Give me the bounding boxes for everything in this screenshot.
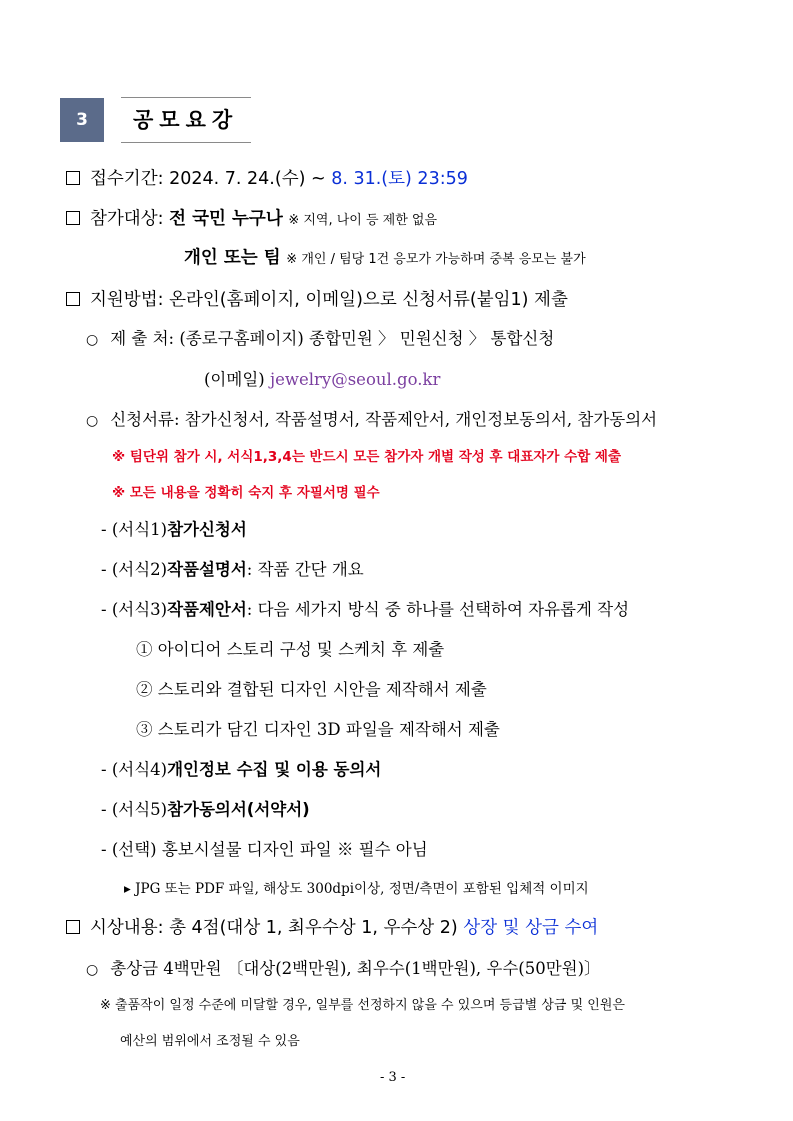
form3-option-2: ② 스토리와 결합된 디자인 시안을 제작해서 제출 [136,680,487,699]
form4-name: 개인정보 수집 및 이용 동의서 [167,760,382,779]
section-title: 공모요강 [133,108,239,132]
target-label: 참가대상: [90,209,164,229]
award-heading: 시상내용: 총 4점(대상 1, 최우수상 1, 우수상 2) [90,918,464,938]
email-label: (이메일) [204,370,265,389]
warning-signature: ※ 모든 내용을 정확히 숙지 후 자필서명 필수 [112,485,380,501]
form1-name: 참가신청서 [167,520,247,539]
optional-row: - (선택) 홍보시설물 디자인 파일 ※ 필수 아님 [101,840,428,859]
form5-prefix: - (서식5) [101,800,168,819]
circle-bullet-icon: ○ [86,332,99,348]
award-total-row [86,955,601,979]
period-label: 접수기간: [90,169,164,189]
method-heading: 지원방법: 온라인(홈페이지, 이메일)으로 신청서류(붙임1) 제출 [90,290,568,310]
award-heading-highlight: 상장 및 상금 수여 [463,918,599,938]
email-link[interactable]: jewelry@seoul.go.kr [269,370,441,389]
target-main: 전 국민 누구나 [169,209,283,229]
award-total: 총상금 4백만원 〔대상(2백만원), 최우수(1백만원), 우수(50만원)〕 [110,959,601,978]
form2-prefix: - (서식2) [101,560,168,579]
period-end: 8. 31.(토) 23:59 [331,169,468,189]
form3-name: 작품제안서 [167,600,247,619]
period-start: 2024. 7. 24.(수) ~ [169,169,332,189]
checkbox-icon [66,211,80,225]
form2-desc: : 작품 간단 개요 [246,560,364,579]
form3-desc: : 다음 세가지 방식 중 하나를 선택하여 자유롭게 작성 [246,600,630,619]
warning-team: ※ 팀단위 참가 시, 서식1,3,4는 반드시 모든 참가자 개별 작성 후 대표자가 수합 제출 [112,449,622,465]
form1-prefix: - (서식1) [101,520,168,539]
submit-row [86,325,554,349]
circle-bullet-icon: ○ [86,962,99,978]
checkbox-icon [66,171,80,185]
period-row [66,165,468,190]
form3-option-1: ① 아이디어 스토리 구성 및 스케치 후 제출 [136,640,445,659]
checkbox-icon [66,292,80,306]
form1-row [101,516,247,540]
form2-name: 작품설명서 [167,560,247,579]
form5-name: 참가동의서(서약서) [167,800,310,819]
target-row-2 [184,244,586,269]
form3-row [101,596,629,620]
award-note-line2: 예산의 범위에서 조정될 수 있음 [120,1034,300,1049]
award-row [66,914,598,939]
submit-label: 제 출 처: (종로구홈페이지) 종합민원 〉 민원신청 〉 통합신청 [110,329,555,348]
form2-row [101,556,364,580]
page-number: - 3 - [380,1070,406,1085]
file-note: ▸ JPG 또는 PDF 파일, 해상도 300dpi이상, 정면/측면이 포함된 입체적 이미지 [124,881,589,897]
email-row [204,366,440,390]
section-title-rule-top [121,97,251,98]
section-title-rule-bottom [121,142,251,143]
form4-prefix: - (서식4) [101,760,168,779]
target-row [66,205,437,230]
form5-row [101,796,310,820]
form4-row [101,756,381,780]
target-note: ※ 지역, 나이 등 제한 없음 [288,213,438,228]
method-row [66,286,568,311]
circle-bullet-icon: ○ [86,413,99,429]
checkbox-icon [66,920,80,934]
docs-row [86,406,657,430]
section-number: 3 [60,98,104,142]
target-note-2: ※ 개인 / 팀당 1건 응모가 가능하며 중복 응모는 불가 [286,252,586,267]
docs-label: 신청서류: 참가신청서, 작품설명서, 작품제안서, 개인정보동의서, 참가동의서 [110,410,658,429]
target-main-2: 개인 또는 팀 [184,248,281,268]
form3-option-3: ③ 스토리가 담긴 디자인 3D 파일을 제작해서 제출 [136,720,500,739]
form3-prefix: - (서식3) [101,600,168,619]
award-note-line1: ※ 출품작이 일정 수준에 미달할 경우, 일부를 선정하지 않을 수 있으며 등급별 상금 및 인원은 [100,998,625,1013]
